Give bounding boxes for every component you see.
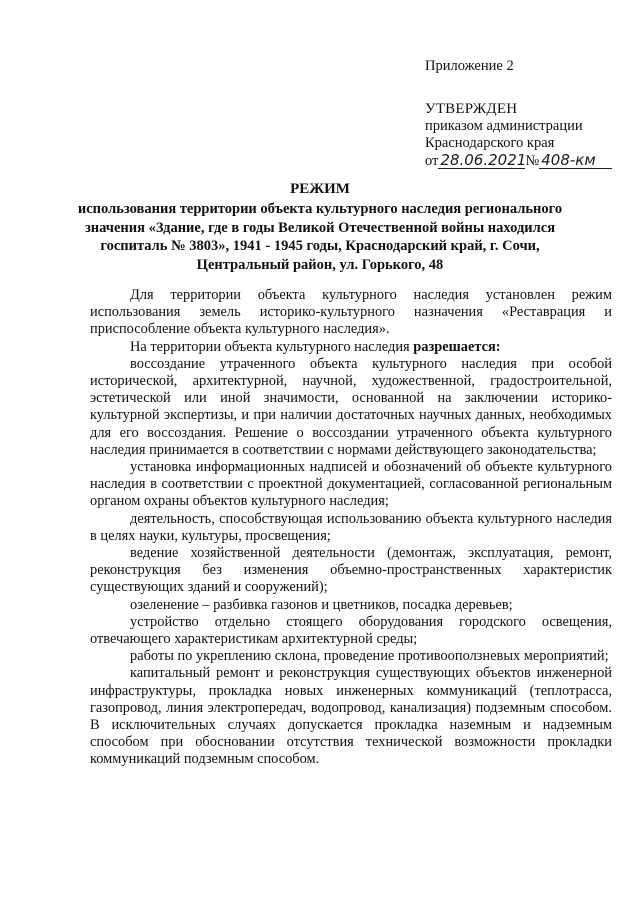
paragraph-infrastructure: капитальный ремонт и реконструкция существующих объектов инженерной инфраструктуры, прокладка новых инженерных коммуникаций (теплотрасса, газопровод, линия электропередач, водопровод, канализация) подземным способом. В исключительных случаях допускается прокладка наземным и надземным способом при обосновании отсутствия технической возможности прокладки коммуникаций подземным способом. bbox=[90, 665, 612, 768]
paragraph-regime: Для территории объекта культурного наследия установлен режим использования земель историко-культурного назначения «Реставрация и приспособление объекта культурного наследия». bbox=[90, 287, 612, 338]
document-title bbox=[60, 180, 580, 275]
paragraph-economic: ведение хозяйственной деятельности (демонтаж, эксплуатация, ремонт, реконструкция без изменения объемно-пространственных характеристик существующих зданий и сооружений); bbox=[90, 545, 612, 596]
date-prefix: от bbox=[425, 153, 439, 169]
paragraph-recreation: воссоздание утраченного объекта культурного наследия при особой исторической, архитектурной, научной, художественной, градостроительной, эстетической или иной значимости, основанной на заключении историко-культурной экспертизы, и при наличии достаточных научных данных, необходимых для его воссоздания. Решение о воссоздании утраченного объекта культурного наследия принимается в соответствии с нормами действующего законодательства; bbox=[90, 355, 612, 458]
allowed-intro-text: На территории объекта культурного наследия bbox=[130, 338, 414, 355]
order-line-1: приказом администрации bbox=[425, 118, 583, 134]
approved-label: УТВЕРЖДЕН bbox=[425, 101, 518, 117]
handwritten-order-number: 408-км bbox=[539, 152, 612, 169]
paragraph-greening: озеленение – разбивка газонов и цветников, посадка деревьев; bbox=[130, 596, 513, 613]
allowed-intro-bold: разрешается: bbox=[413, 338, 501, 355]
document-body bbox=[90, 287, 612, 769]
handwritten-date: 28.06.2021 bbox=[440, 151, 527, 169]
paragraph-slope: работы по укреплению склона, проведение противооползневых мероприятий; bbox=[130, 648, 609, 665]
title-subtitle: использования территории объекта культурного наследия регионального значения «Здание, где в годы Великой Отечественной войны находился госпиталь № 3803», 1941 - 1945 годы, Краснодарский край, г. Сочи, Центральный район, ул. Горького, 48 bbox=[77, 201, 563, 274]
order-line-2: Краснодарского края bbox=[425, 135, 555, 151]
appendix-label: Приложение 2 bbox=[425, 58, 514, 74]
paragraph-activity: деятельность, способствующая использованию объекта культурного наследия в целях науки, культуры, просвещения; bbox=[90, 510, 612, 544]
paragraph-allowed-intro bbox=[90, 339, 612, 356]
paragraph-signs: установка информационных надписей и обозначений об объекте культурного наследия в соответствии с проектной документацией, согласованной региональным органом охраны объектов культурного наследия; bbox=[90, 459, 612, 510]
title-heading: РЕЖИМ bbox=[290, 181, 350, 197]
number-sign: № bbox=[525, 153, 540, 169]
order-date-number-line bbox=[425, 152, 630, 172]
approval-block bbox=[425, 58, 630, 172]
paragraph-lighting: устройство отдельно стоящего оборудования городского освещения, отвечающего характеристикам архитектурной среды; bbox=[90, 613, 612, 648]
